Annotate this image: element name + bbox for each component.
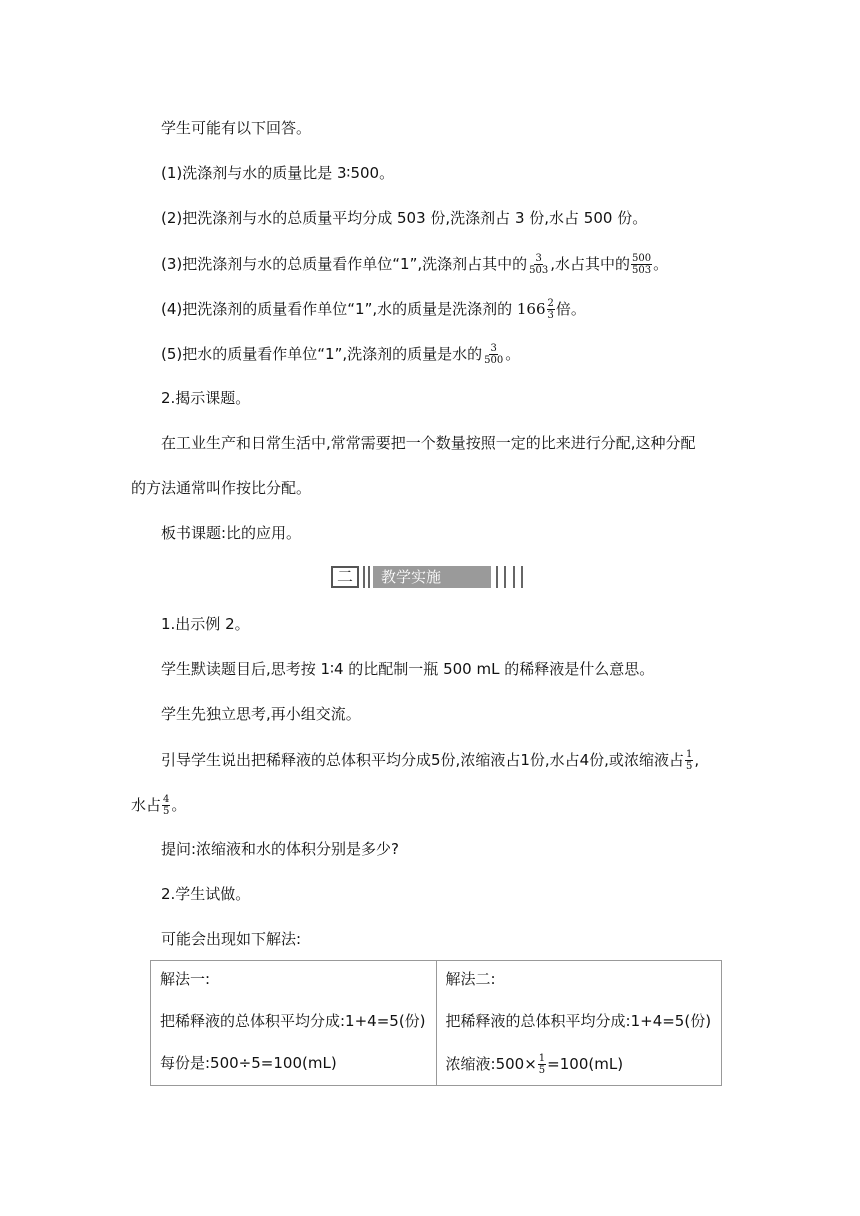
solution-2-line2-b: =100(mL) [547, 1055, 624, 1073]
answer-3-text-a: (3)把洗涤剂与水的总质量看作单位“1”,洗涤剂占其中的 [161, 255, 528, 273]
fraction-1-5 [685, 749, 693, 772]
solution-1-line1: 把稀释液的总体积平均分成:1+4=5(份) [160, 1012, 426, 1030]
answer-4-text-a: (4)把洗涤剂的质量看作单位“1”,水的质量是洗涤剂的 [161, 300, 517, 318]
solution-1-heading: 解法一: [160, 970, 211, 988]
answer-3 [161, 253, 668, 276]
paragraph-topic-line1: 在工业生产和日常生活中,常常需要把一个数量按照一定的比来进行分配,这种分配 [161, 434, 696, 452]
guide-text-c: 水占 [131, 796, 162, 814]
fraction-4-5 [162, 794, 170, 817]
decor-bars-right [491, 566, 528, 588]
fraction-denominator: 503 [529, 265, 549, 276]
step-student-try: 2.学生试做。 [161, 885, 251, 903]
answer-3-text-b: ,水占其中的 [550, 255, 630, 273]
fraction-3-503 [528, 253, 549, 276]
fraction-numerator: 3 [535, 253, 542, 264]
section-number: 二 [331, 566, 359, 588]
fraction-numerator: 1 [538, 1053, 546, 1064]
section-banner [331, 566, 528, 588]
guide-text-d: 。 [171, 796, 187, 814]
fraction-denominator: 500 [484, 355, 504, 366]
paragraph-topic-line2: 的方法通常叫作按比分配。 [131, 479, 312, 497]
fraction-numerator: 1 [685, 749, 693, 760]
fraction-denominator: 5 [163, 806, 170, 817]
answer-5 [161, 343, 520, 366]
solution-2-heading: 解法二: [445, 970, 496, 988]
fraction-1-5 [538, 1053, 546, 1076]
fraction-3-500 [483, 343, 504, 366]
step-example-2: 1.出示例 2。 [161, 615, 250, 633]
decor-bars-left [361, 566, 371, 588]
fraction-numerator: 2 [547, 298, 554, 309]
answer-4 [161, 298, 586, 321]
step-reveal-topic: 2.揭示课题。 [161, 389, 251, 407]
solution-2-cell [436, 961, 722, 1086]
paragraph-guide-line1 [161, 749, 699, 772]
fraction-500-503 [631, 253, 652, 276]
table-row [151, 961, 722, 1086]
answer-4-text-b: 倍。 [555, 300, 586, 318]
guide-text-a: 引导学生说出把稀释液的总体积平均分成5份,浓缩液占1份,水占4份,或浓缩液占 [161, 751, 684, 769]
solution-2-line1: 把稀释液的总体积平均分成:1+4=5(份) [445, 1012, 712, 1030]
section-title: 教学实施 [373, 566, 491, 588]
guide-text-b: , [694, 751, 700, 769]
solution-1-cell [151, 961, 437, 1086]
mixed-number-whole: 166 [516, 300, 546, 318]
paragraph-guide-line2 [131, 794, 186, 817]
question: 提问:浓缩液和水的体积分别是多少? [161, 840, 400, 858]
solution-1-line2: 每份是:500÷5=100(mL) [160, 1054, 337, 1072]
paragraph-solutions-intro: 可能会出现如下解法: [161, 930, 302, 948]
fraction-numerator: 500 [631, 253, 652, 264]
fraction-denominator: 5 [538, 1065, 546, 1076]
answer-5-text-b: 。 [505, 345, 521, 363]
board-title: 板书课题:比的应用。 [161, 524, 302, 542]
fraction-numerator: 4 [163, 794, 170, 805]
paragraph-intro: 学生可能有以下回答。 [161, 119, 312, 137]
fraction-2-3 [547, 298, 555, 321]
paragraph-discussion: 学生先独立思考,再小组交流。 [161, 705, 361, 723]
solution-2-line2-a: 浓缩液:500× [445, 1055, 537, 1073]
answer-5-text-a: (5)把水的质量看作单位“1”,洗涤剂的质量是水的 [161, 345, 483, 363]
paragraph-reading: 学生默读题目后,思考按 1∶4 的比配制一瓶 500 mL 的稀释液是什么意思。 [161, 660, 655, 678]
answer-3-text-c: 。 [653, 255, 669, 273]
answer-1: (1)洗涤剂与水的质量比是 3∶500。 [161, 164, 395, 182]
answer-2: (2)把洗涤剂与水的总质量平均分成 503 份,洗涤剂占 3 份,水占 500 份。 [161, 209, 648, 227]
fraction-denominator: 3 [547, 310, 554, 321]
solution-2-line2 [445, 1053, 712, 1076]
solutions-table [150, 960, 722, 1086]
fraction-denominator: 503 [631, 265, 652, 276]
fraction-denominator: 5 [685, 761, 693, 772]
fraction-numerator: 3 [490, 343, 497, 354]
